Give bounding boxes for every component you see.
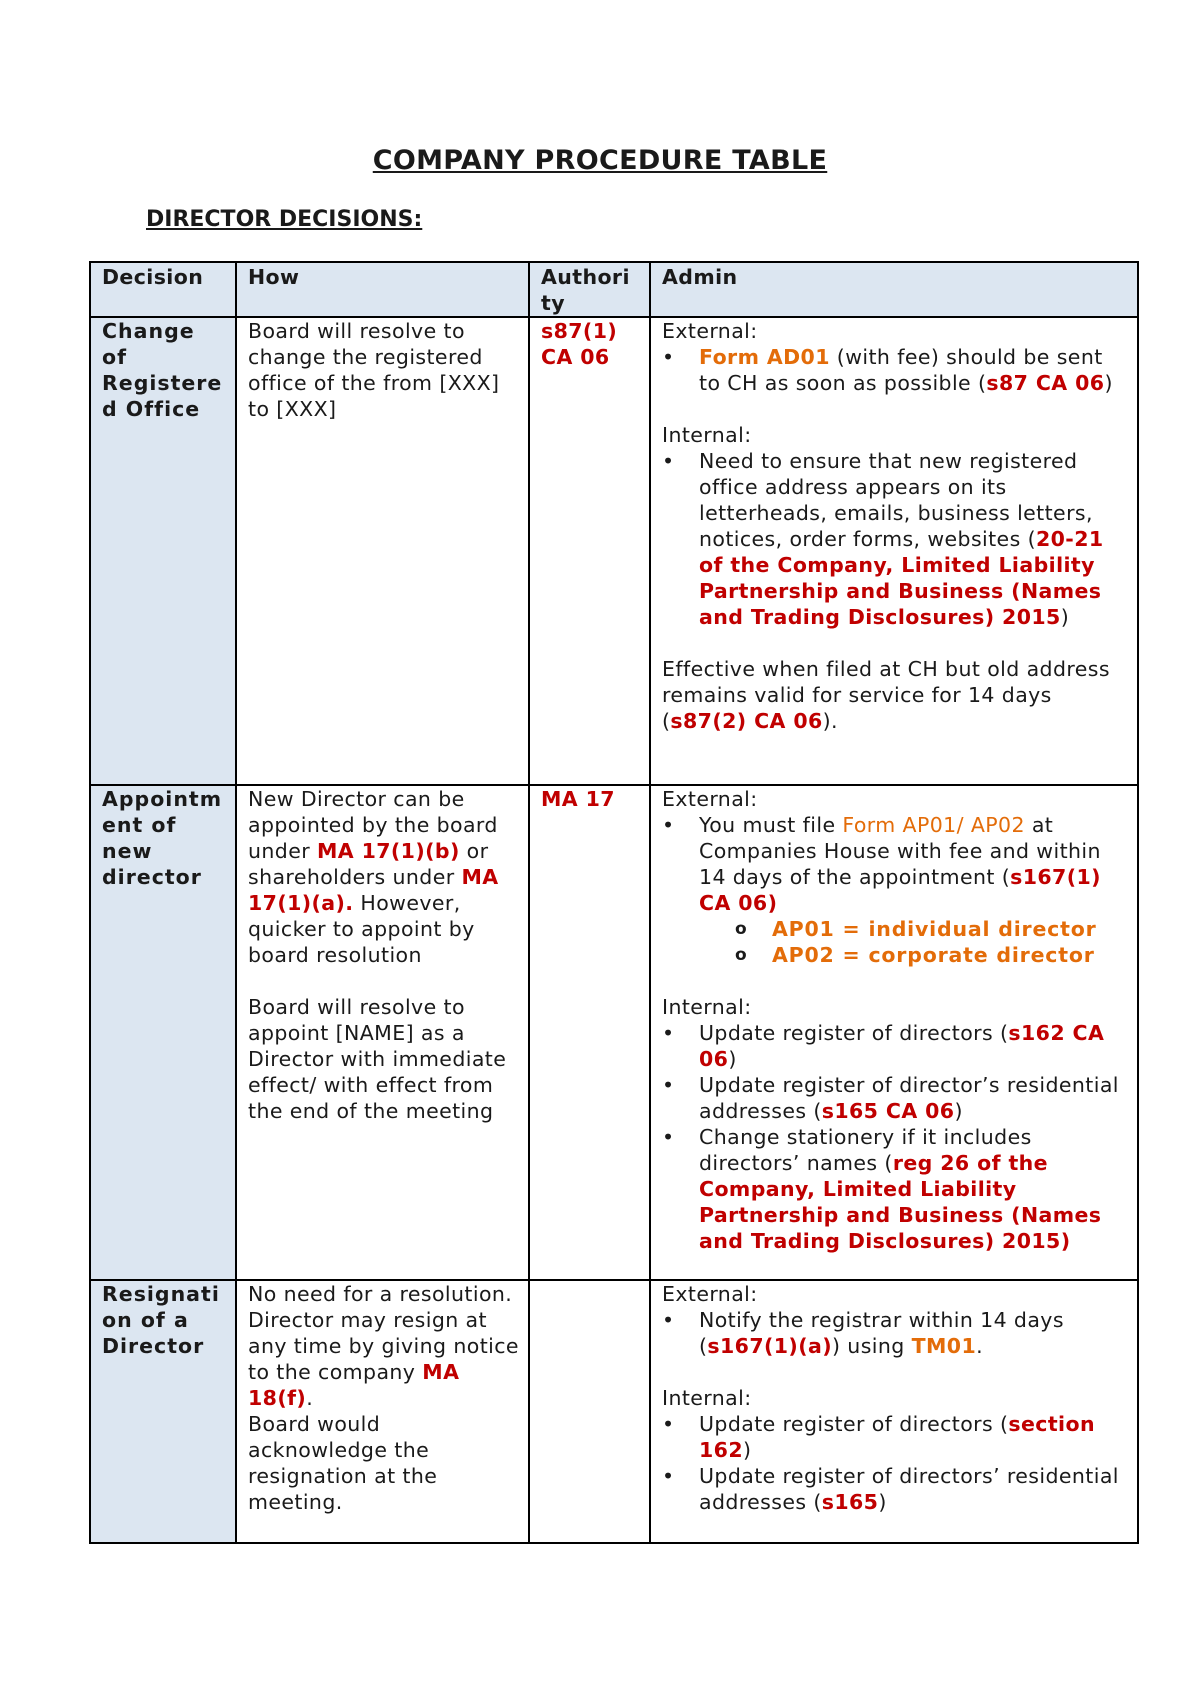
list-item-text: Update register of directors ( <box>699 1021 1009 1045</box>
sub-list-item: o AP02 = corporate director <box>662 942 1128 968</box>
external-list <box>662 812 1128 916</box>
articles-reference: MA 17(1)(b) <box>316 839 460 863</box>
internal-list <box>662 448 1128 630</box>
decision-cell: Resignation of a Director <box>90 1280 236 1543</box>
how-text: Board will resolve to change the registered office of the from [XXX] to [XXX] <box>248 319 500 421</box>
form-reference: TM01 <box>911 1334 977 1358</box>
how-text: New Director can be appointed by the board under <box>248 787 498 863</box>
list-item <box>662 1020 1128 1072</box>
articles-reference: MA 18(f) <box>248 1360 460 1410</box>
internal-label: Internal: <box>662 1386 752 1410</box>
list-item-text: ) <box>954 1099 963 1123</box>
note-text: ). <box>822 709 838 733</box>
admin-cell <box>650 785 1138 1280</box>
header-admin: Admin <box>650 262 1138 317</box>
authority-reference: s87(1) CA 06 <box>541 319 618 369</box>
form-type-list <box>662 916 1128 968</box>
list-item <box>662 1307 1128 1359</box>
internal-list <box>662 1411 1128 1515</box>
admin-cell <box>650 317 1138 785</box>
table-header-row <box>90 262 1138 317</box>
how-text: However, quicker to appoint by board resolution <box>248 891 475 967</box>
list-item-text: at Companies House with fee and within 14 days of the appointment ( <box>699 813 1101 889</box>
admin-cell <box>650 1280 1138 1543</box>
authority-cell <box>529 1280 650 1543</box>
how-text: . <box>306 1386 314 1410</box>
how-cell <box>236 1280 529 1543</box>
list-item-text: Update register of directors’ residential addresses ( <box>699 1464 1119 1514</box>
procedure-table <box>89 261 1139 1544</box>
how-text: No need for a resolution. Director may resign at any time by giving notice to the company <box>248 1282 519 1384</box>
list-item-text: ) <box>878 1490 887 1514</box>
effective-note <box>662 656 1128 734</box>
table-row <box>90 785 1138 1280</box>
external-label: External: <box>662 1282 758 1306</box>
list-item-text: You must file <box>699 813 843 837</box>
external-label: External: <box>662 319 758 343</box>
how-paragraph: Board would acknowledge the resignation at the meeting. <box>248 1412 438 1514</box>
internal-list <box>662 1020 1128 1254</box>
header-authority: Authority <box>529 262 650 317</box>
statute-reference: reg 26 of the Company, Limited Liability Partnership and Business (Names and Trading Disclosures) 2015) <box>699 1151 1102 1253</box>
section-heading: DIRECTOR DECISIONS: <box>146 207 423 232</box>
statute-reference: 20-21 of the Company, Limited Liability Partnership and Business (Names and Trading Disclosures) 2015 <box>699 527 1104 629</box>
decision-cell: Appointment of new director <box>90 785 236 1280</box>
statute-reference: s162 CA 06 <box>699 1021 1105 1071</box>
list-item-text: Update register of directors ( <box>699 1412 1009 1436</box>
form-reference: Form AD01 <box>699 345 830 369</box>
list-item-text: ) <box>728 1047 737 1071</box>
external-list <box>662 1307 1128 1359</box>
header-how: How <box>236 262 529 317</box>
list-item <box>662 1411 1128 1463</box>
note-text: Effective when filed at CH but old address remains valid for service for 14 days ( <box>662 657 1110 733</box>
how-paragraph: Board will resolve to appoint [NAME] as a Director with immediate effect/ with effect from the end of the meeting <box>248 995 507 1123</box>
internal-label: Internal: <box>662 995 752 1019</box>
how-paragraph <box>248 1281 519 1411</box>
list-item-text: ) using <box>831 1334 912 1358</box>
how-cell <box>236 785 529 1280</box>
list-item-text: ) <box>1060 605 1070 629</box>
internal-label: Internal: <box>662 423 752 447</box>
statute-reference: s87(2) CA 06 <box>670 709 823 733</box>
how-cell <box>236 317 529 785</box>
statute-reference: s165 CA 06 <box>821 1099 955 1123</box>
statute-reference: s87 CA 06 <box>986 371 1105 395</box>
list-item <box>662 1124 1128 1254</box>
list-item <box>662 812 1128 916</box>
sub-list-item: o AP01 = individual director <box>662 916 1128 942</box>
statute-reference: s167(1) CA 06) <box>699 865 1101 915</box>
external-list <box>662 344 1128 396</box>
list-item <box>662 1463 1128 1515</box>
list-item-text: Need to ensure that new registered office address appears on its letterheads, emails, business letters, notices, order forms, websites ( <box>699 449 1093 551</box>
form-reference: Form AP01/ AP02 <box>842 813 1025 837</box>
how-text: or shareholders under <box>248 839 489 889</box>
table-row <box>90 317 1138 785</box>
list-item <box>662 344 1128 396</box>
authority-cell <box>529 317 650 785</box>
authority-reference: MA 17 <box>541 787 615 811</box>
header-decision: Decision <box>90 262 236 317</box>
list-item <box>662 448 1128 630</box>
table-row <box>90 1280 1138 1543</box>
decision-cell: Change of Registered Office <box>90 317 236 785</box>
external-label: External: <box>662 787 758 811</box>
statute-reference: s165 <box>821 1490 879 1514</box>
articles-reference: MA 17(1)(a). <box>248 865 499 915</box>
list-item-text: ) <box>1104 371 1113 395</box>
statute-reference: s167(1)(a) <box>707 1334 832 1358</box>
statute-reference: section 162 <box>699 1412 1095 1462</box>
page-title: COMPANY PROCEDURE TABLE <box>372 145 828 176</box>
how-paragraph <box>248 786 519 968</box>
authority-cell <box>529 785 650 1280</box>
list-item-text: Notify the registrar within 14 days ( <box>699 1308 1064 1358</box>
list-item-text: ) <box>743 1438 752 1462</box>
list-item <box>662 1072 1128 1124</box>
list-item-text: (with fee) should be sent to CH as soon as possible ( <box>699 345 1103 395</box>
list-item-text: . <box>976 1334 984 1358</box>
list-item-text: Update register of director’s residential addresses ( <box>699 1073 1119 1123</box>
list-item-text: Change stationery if it includes directors’ names ( <box>699 1125 1032 1175</box>
